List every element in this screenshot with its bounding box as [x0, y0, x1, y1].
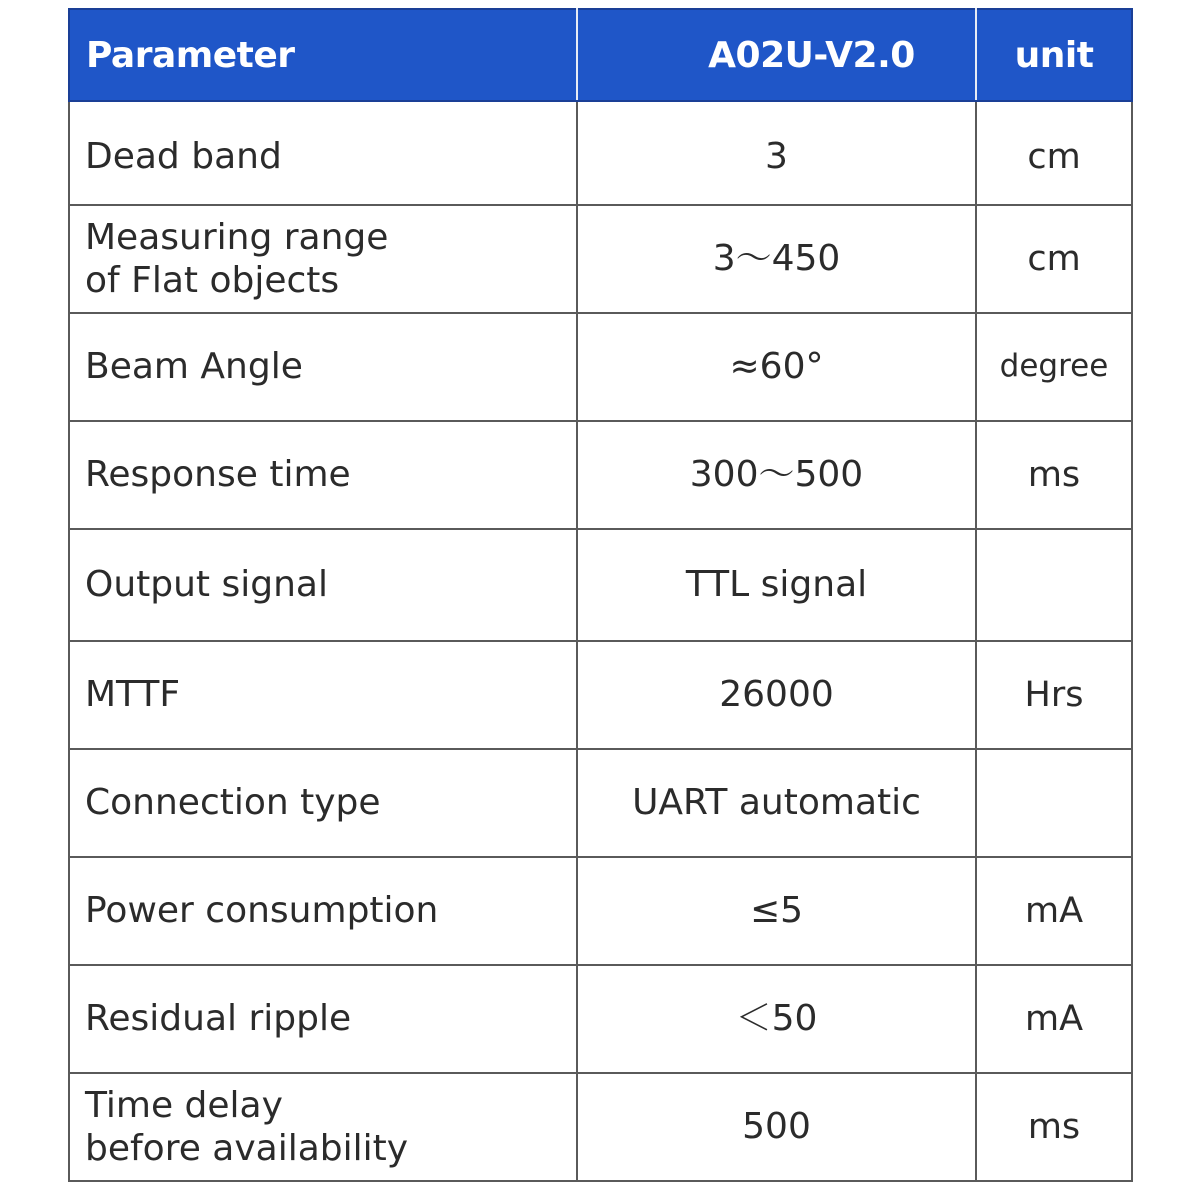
unit-cell: mA	[976, 857, 1132, 965]
value-cell: 26000	[577, 641, 976, 749]
table-row	[69, 749, 1132, 857]
table-row	[69, 965, 1132, 1073]
header-model: A02U-V2.0	[577, 9, 976, 101]
unit-cell: degree	[976, 313, 1132, 421]
value-cell: ≈60°	[577, 313, 976, 421]
spec-table	[68, 8, 1133, 1182]
unit-cell: ms	[976, 1073, 1132, 1181]
unit-cell	[976, 529, 1132, 641]
header-row	[69, 9, 1132, 101]
unit-cell: Hrs	[976, 641, 1132, 749]
value-cell: 500	[577, 1073, 976, 1181]
parameter-label: Output signal	[85, 564, 328, 606]
parameter-label: Response time	[85, 454, 351, 496]
parameter-label: Connection type	[85, 782, 381, 824]
parameter-cell	[69, 965, 577, 1073]
value-cell: 3～450	[577, 205, 976, 313]
parameter-label: Beam Angle	[85, 346, 303, 388]
table-row	[69, 205, 1132, 313]
header-unit: unit	[976, 9, 1132, 101]
value-cell: ＜50	[577, 965, 976, 1073]
parameter-label: before availability	[85, 1128, 409, 1169]
unit-cell	[976, 749, 1132, 857]
parameter-cell	[69, 641, 577, 749]
unit-cell: cm	[976, 101, 1132, 205]
value-cell: 300～500	[577, 421, 976, 529]
unit-cell: cm	[976, 205, 1132, 313]
parameter-label: Residual ripple	[85, 998, 352, 1040]
table-row	[69, 857, 1132, 965]
value-cell: ≤5	[577, 857, 976, 965]
unit-cell: mA	[976, 965, 1132, 1073]
parameter-label: Measuring range	[85, 216, 389, 258]
table-row	[69, 101, 1132, 205]
parameter-cell	[69, 529, 577, 641]
table-row	[69, 421, 1132, 529]
value-cell: 3	[577, 101, 976, 205]
value-cell: UART automatic	[577, 749, 976, 857]
parameter-cell	[69, 313, 577, 421]
header-parameter: Parameter	[69, 9, 577, 101]
table-row	[69, 313, 1132, 421]
parameter-label: Power consumption	[85, 890, 439, 932]
parameter-cell	[69, 205, 577, 313]
parameter-cell	[69, 101, 577, 205]
table-row	[69, 529, 1132, 641]
parameter-cell	[69, 857, 577, 965]
parameter-cell	[69, 421, 577, 529]
table-row	[69, 1073, 1132, 1181]
parameter-label: Time delay	[85, 1084, 283, 1126]
unit-cell: ms	[976, 421, 1132, 529]
value-cell: TTL signal	[577, 529, 976, 641]
parameter-label: of Flat objects	[85, 260, 340, 301]
parameter-cell	[69, 1073, 577, 1181]
table-row	[69, 641, 1132, 749]
parameter-cell	[69, 749, 577, 857]
parameter-label: Dead band	[85, 136, 282, 178]
parameter-label: MTTF	[85, 674, 181, 716]
